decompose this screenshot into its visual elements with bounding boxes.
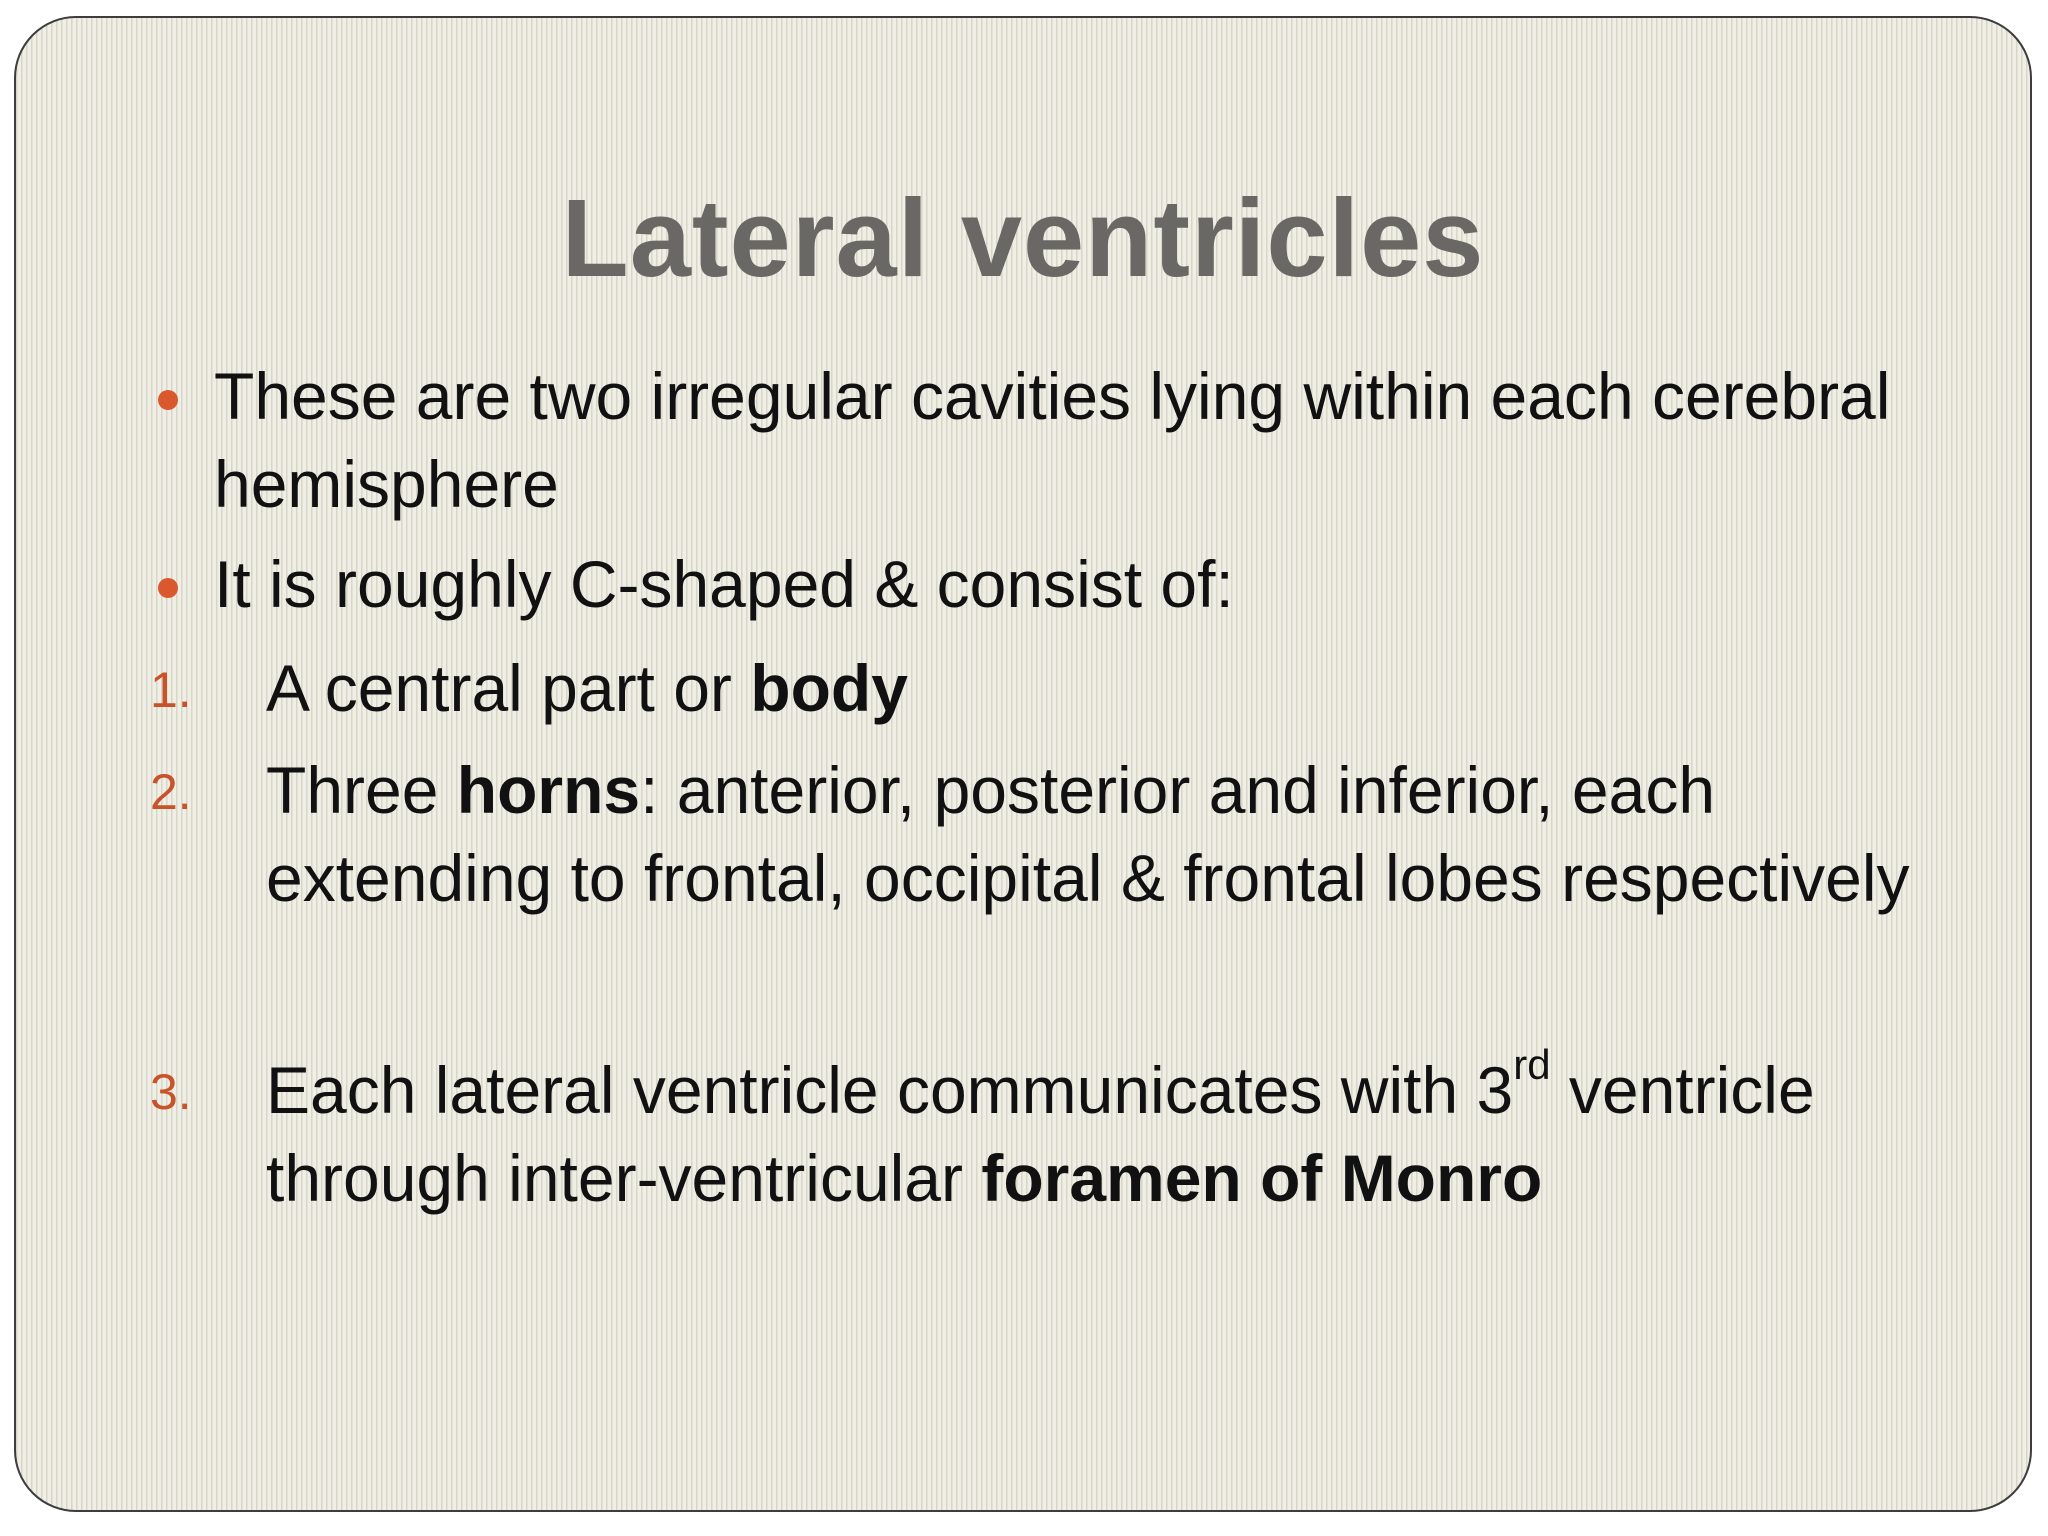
list-number: 1. [150,662,192,718]
list-item-bold: foramen of Monro [981,1141,1543,1215]
list-item-bold: body [750,651,908,725]
list-item-text: : anterior, posterior and inferior, each extending to frontal, occipital & frontal lobes respectively [266,753,1910,915]
slide-body [16,18,2030,1510]
list-number: 2. [150,764,192,820]
list-item-superscript: rd [1513,1041,1551,1088]
bullet-marker [158,390,178,410]
list-item [266,1041,1826,1222]
slide-title: Lateral ventricles [561,177,1485,300]
bullet-marker [158,578,178,598]
bullet-text: It is roughly C-shaped & consist of: [214,547,1234,621]
list-item-text: Each lateral ventricle communicates with 3 [266,1053,1514,1127]
list-item-text: Three [266,753,457,827]
bullet-item [214,352,1914,528]
list-item-text: A central part or [266,651,751,725]
list-number: 3. [150,1064,192,1120]
list-item [266,746,1946,922]
slide [14,16,2032,1512]
list-item [266,644,1946,732]
bullet-text: These are two irregular cavities lying within each cerebral hemisphere [214,359,1891,521]
bullet-item [214,540,1914,628]
list-item-bold: horns [456,753,641,827]
list-item-text: ventricle through inter-ventricular [266,1053,1815,1215]
